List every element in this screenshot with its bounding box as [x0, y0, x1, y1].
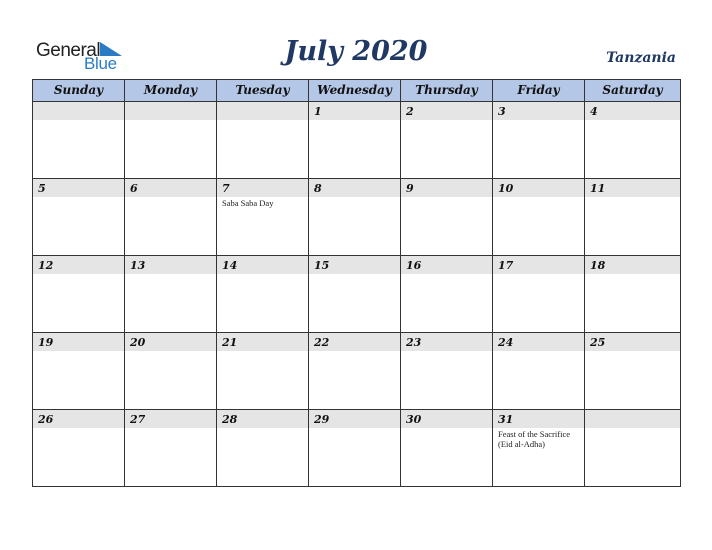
weekday-header: Thursday — [401, 80, 493, 102]
day-number: 20 — [125, 333, 216, 351]
day-number: 21 — [217, 333, 308, 351]
day-cell — [401, 410, 493, 487]
day-number — [33, 102, 124, 120]
holiday-event — [309, 351, 400, 352]
day-cell — [217, 410, 309, 487]
day-number: 30 — [401, 410, 492, 428]
holiday-event — [401, 120, 492, 121]
holiday-event — [493, 120, 584, 121]
day-number: 5 — [33, 179, 124, 197]
day-cell — [125, 333, 217, 410]
holiday-event — [585, 120, 680, 121]
holiday-event — [125, 428, 216, 429]
day-cell — [309, 256, 401, 333]
holiday-event — [401, 274, 492, 275]
holiday-event — [33, 428, 124, 429]
holiday-event — [217, 274, 308, 275]
day-cell — [125, 410, 217, 487]
day-number: 17 — [493, 256, 584, 274]
day-cell — [493, 256, 585, 333]
day-cell — [309, 333, 401, 410]
holiday-event — [401, 351, 492, 352]
day-cell — [217, 333, 309, 410]
holiday-event — [33, 120, 124, 121]
holiday-event — [217, 351, 308, 352]
country-label: Tanzania — [606, 50, 676, 66]
holiday-event — [585, 197, 680, 198]
day-number: 22 — [309, 333, 400, 351]
day-cell — [493, 333, 585, 410]
day-number: 10 — [493, 179, 584, 197]
day-cell — [125, 102, 217, 179]
day-number: 28 — [217, 410, 308, 428]
day-number: 16 — [401, 256, 492, 274]
weekday-header: Monday — [125, 80, 217, 102]
day-number: 12 — [33, 256, 124, 274]
day-cell — [585, 410, 681, 487]
day-cell — [125, 179, 217, 256]
day-number: 24 — [493, 333, 584, 351]
day-number: 29 — [309, 410, 400, 428]
weekday-header: Sunday — [33, 80, 125, 102]
holiday-event — [125, 197, 216, 198]
day-number: 3 — [493, 102, 584, 120]
day-cell — [217, 179, 309, 256]
day-cell — [493, 102, 585, 179]
holiday-event — [309, 197, 400, 198]
holiday-event: Feast of the Sacrifice (Eid al-Adha) — [498, 429, 570, 449]
day-cell — [585, 333, 681, 410]
week-row — [33, 410, 681, 487]
day-number: 25 — [585, 333, 680, 351]
day-number: 11 — [585, 179, 680, 197]
day-cell — [401, 102, 493, 179]
day-number: 19 — [33, 333, 124, 351]
logo-text-blue: Blue — [84, 54, 117, 73]
week-row — [33, 102, 681, 179]
day-number — [217, 102, 308, 120]
holiday-event — [33, 197, 124, 198]
day-number: 9 — [401, 179, 492, 197]
day-cell — [401, 256, 493, 333]
day-number: 4 — [585, 102, 680, 120]
day-number: 26 — [33, 410, 124, 428]
day-cell — [217, 256, 309, 333]
calendar-title: July 2020 — [284, 36, 428, 67]
day-number: 8 — [309, 179, 400, 197]
day-number: 23 — [401, 333, 492, 351]
day-cell — [309, 410, 401, 487]
calendar-grid — [32, 79, 681, 487]
day-number — [585, 410, 680, 428]
day-number: 13 — [125, 256, 216, 274]
holiday-event — [309, 274, 400, 275]
day-cell — [493, 179, 585, 256]
day-cell — [33, 256, 125, 333]
day-cell — [585, 256, 681, 333]
weekday-header: Tuesday — [217, 80, 309, 102]
holiday-event — [309, 428, 400, 429]
day-number: 18 — [585, 256, 680, 274]
week-row — [33, 256, 681, 333]
day-cell — [493, 410, 585, 487]
day-cell — [33, 179, 125, 256]
day-cell — [585, 102, 681, 179]
day-number: 6 — [125, 179, 216, 197]
holiday-event — [309, 120, 400, 121]
week-row — [33, 333, 681, 410]
holiday-event — [401, 428, 492, 429]
holiday-event — [125, 274, 216, 275]
day-cell — [401, 333, 493, 410]
holiday-event — [585, 274, 680, 275]
day-cell — [309, 179, 401, 256]
holiday-event — [493, 197, 584, 198]
day-number: 7 — [217, 179, 308, 197]
day-number: 31 — [493, 410, 584, 428]
day-cell — [33, 410, 125, 487]
day-number — [125, 102, 216, 120]
holiday-event — [33, 274, 124, 275]
weekday-header: Wednesday — [309, 80, 401, 102]
holiday-event: Saba Saba Day — [222, 198, 274, 208]
weekday-header-row — [33, 80, 681, 102]
holiday-event — [217, 120, 308, 121]
day-cell — [125, 256, 217, 333]
day-number: 1 — [309, 102, 400, 120]
holiday-event — [493, 351, 584, 352]
day-number: 15 — [309, 256, 400, 274]
day-cell — [585, 179, 681, 256]
day-cell — [33, 102, 125, 179]
weekday-header: Saturday — [585, 80, 681, 102]
holiday-event — [125, 120, 216, 121]
day-cell — [33, 333, 125, 410]
day-cell — [401, 179, 493, 256]
holiday-event — [217, 428, 308, 429]
holiday-event — [585, 351, 680, 352]
day-number: 2 — [401, 102, 492, 120]
holiday-event — [585, 428, 680, 429]
logo-text-general: General — [36, 40, 101, 61]
holiday-event — [493, 274, 584, 275]
holiday-event — [125, 351, 216, 352]
holiday-event — [33, 351, 124, 352]
weeks-container — [33, 102, 681, 487]
day-number: 14 — [217, 256, 308, 274]
weekday-header: Friday — [493, 80, 585, 102]
week-row — [33, 179, 681, 256]
day-number: 27 — [125, 410, 216, 428]
day-cell — [217, 102, 309, 179]
day-cell — [309, 102, 401, 179]
holiday-event — [401, 197, 492, 198]
